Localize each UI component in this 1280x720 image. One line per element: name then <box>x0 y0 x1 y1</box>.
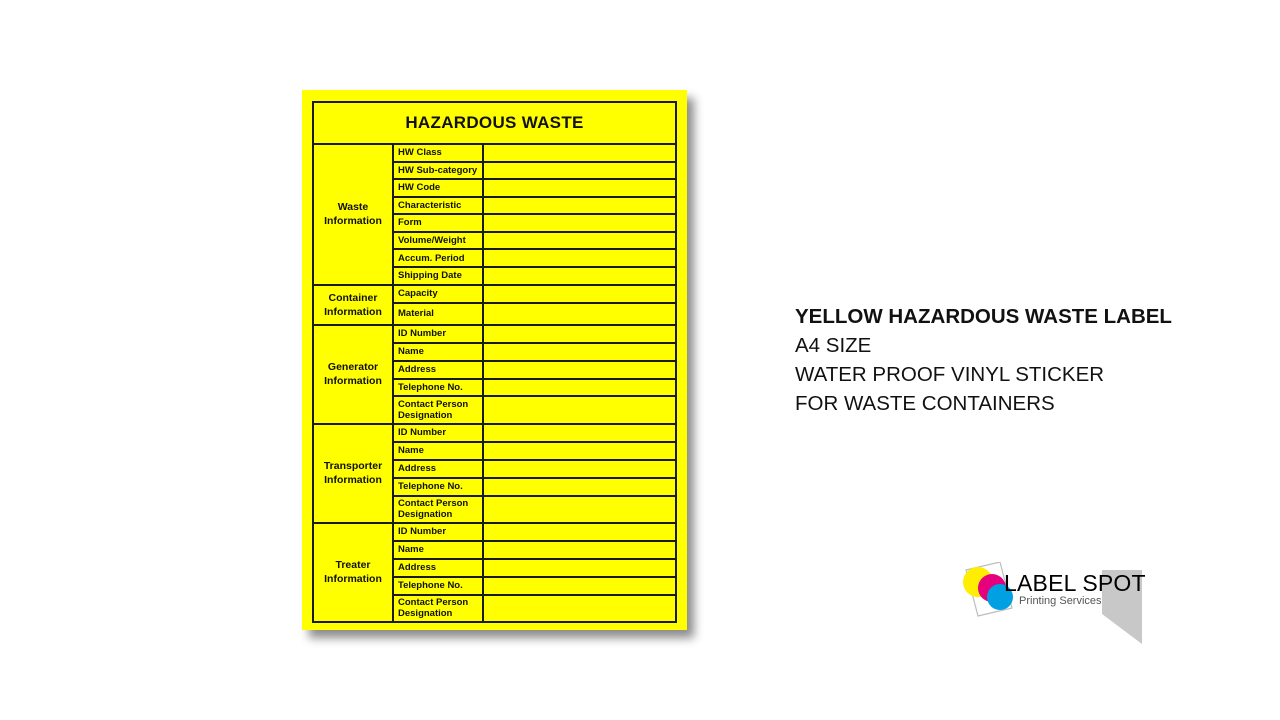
field-label: ID Number <box>394 326 484 342</box>
field-label: HW Sub-category <box>394 163 484 179</box>
field-row <box>394 326 675 344</box>
field-value-blank <box>484 497 675 522</box>
field-row <box>394 362 675 380</box>
field-row <box>394 380 675 398</box>
field-label: Characteristic <box>394 198 484 214</box>
field-value-blank <box>484 461 675 477</box>
field-row <box>394 180 675 198</box>
group-label: Transporter Information <box>314 425 394 522</box>
field-row <box>394 461 675 479</box>
description-line-use: FOR WASTE CONTAINERS <box>795 392 1055 415</box>
field-value-blank <box>484 344 675 360</box>
field-value-blank <box>484 268 675 284</box>
field-row <box>394 163 675 181</box>
field-row <box>394 542 675 560</box>
label-group <box>314 286 675 326</box>
field-label: Telephone No. <box>394 380 484 396</box>
field-label: Material <box>394 304 484 324</box>
field-value-blank <box>484 233 675 249</box>
field-label: Name <box>394 542 484 558</box>
field-row <box>394 145 675 163</box>
field-label: ID Number <box>394 425 484 441</box>
product-description <box>795 302 1172 418</box>
group-fields <box>394 145 675 284</box>
label-title: HAZARDOUS WASTE <box>314 103 675 145</box>
field-value-blank <box>484 443 675 459</box>
field-row <box>394 596 675 621</box>
field-value-blank <box>484 180 675 196</box>
field-row <box>394 397 675 422</box>
field-row <box>394 198 675 216</box>
label-groups <box>314 145 675 621</box>
logo-name: LABEL SPOT <box>1004 570 1146 596</box>
field-value-blank <box>484 215 675 231</box>
field-value-blank <box>484 250 675 266</box>
field-label: Contact Person Designation <box>394 397 484 422</box>
group-label: Generator Information <box>314 326 394 423</box>
field-label: Telephone No. <box>394 479 484 495</box>
field-row <box>394 578 675 596</box>
field-row <box>394 286 675 304</box>
field-row <box>394 304 675 324</box>
field-value-blank <box>484 425 675 441</box>
field-value-blank <box>484 304 675 324</box>
field-label: Capacity <box>394 286 484 302</box>
field-row <box>394 524 675 542</box>
description-heading: YELLOW HAZARDOUS WASTE LABEL <box>795 305 1172 328</box>
field-value-blank <box>484 326 675 342</box>
field-value-blank <box>484 198 675 214</box>
field-row <box>394 443 675 461</box>
field-label: Contact Person Designation <box>394 497 484 522</box>
field-label: Telephone No. <box>394 578 484 594</box>
field-value-blank <box>484 596 675 621</box>
field-label: Volume/Weight <box>394 233 484 249</box>
field-value-blank <box>484 362 675 378</box>
field-row <box>394 560 675 578</box>
group-label: Waste Information <box>314 145 394 284</box>
label-group <box>314 524 675 621</box>
field-label: Contact Person Designation <box>394 596 484 621</box>
group-fields <box>394 286 675 324</box>
field-label: Name <box>394 443 484 459</box>
field-label: Address <box>394 362 484 378</box>
group-fields <box>394 326 675 423</box>
field-row <box>394 497 675 522</box>
label-group <box>314 145 675 286</box>
field-value-blank <box>484 145 675 161</box>
field-value-blank <box>484 286 675 302</box>
label-group <box>314 425 675 524</box>
field-row <box>394 250 675 268</box>
field-label: Form <box>394 215 484 231</box>
field-value-blank <box>484 524 675 540</box>
group-fields <box>394 425 675 522</box>
field-value-blank <box>484 397 675 422</box>
description-line-material: WATER PROOF VINYL STICKER <box>795 363 1105 386</box>
field-label: Address <box>394 461 484 477</box>
group-fields <box>394 524 675 621</box>
hazardous-waste-label <box>302 90 687 630</box>
field-value-blank <box>484 560 675 576</box>
field-label: ID Number <box>394 524 484 540</box>
field-label: Name <box>394 344 484 360</box>
description-line-size: A4 SIZE <box>795 334 872 357</box>
field-label: HW Class <box>394 145 484 161</box>
field-row <box>394 479 675 497</box>
field-value-blank <box>484 542 675 558</box>
field-row <box>394 344 675 362</box>
group-label: Treater Information <box>314 524 394 621</box>
field-row <box>394 425 675 443</box>
field-row <box>394 233 675 251</box>
group-label: Container Information <box>314 286 394 324</box>
field-value-blank <box>484 578 675 594</box>
field-label: Address <box>394 560 484 576</box>
field-value-blank <box>484 479 675 495</box>
label-group <box>314 326 675 425</box>
field-value-blank <box>484 380 675 396</box>
logo-tagline: Printing Services <box>1019 595 1102 607</box>
field-row <box>394 268 675 284</box>
field-value-blank <box>484 163 675 179</box>
field-row <box>394 215 675 233</box>
field-label: HW Code <box>394 180 484 196</box>
field-label: Shipping Date <box>394 268 484 284</box>
field-label: Accum. Period <box>394 250 484 266</box>
label-table <box>312 101 677 623</box>
